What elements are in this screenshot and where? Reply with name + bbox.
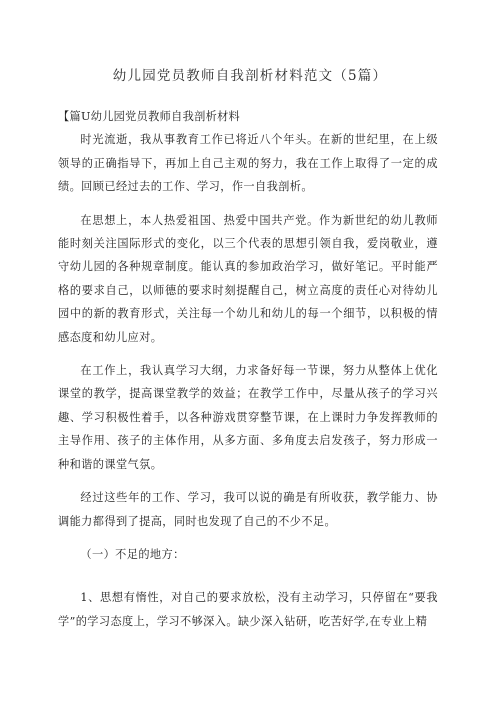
paragraph-summary: 经过这些年的工作、学习，我可以说的确是有所收获，教学能力、协调能力都得到了提高，同时也发现了自己的不少不足。 (58, 491, 438, 528)
document-title: 幼儿园党员教师自我剖析材料范文（5篇） (112, 68, 388, 84)
section-heading: 【篇U幼儿园党员教师自我剖析材料 (58, 110, 241, 123)
paragraph-work: 在工作上，我认真学习大纲，力求备好每一节课，努力从整体上优化课堂的教学，提高课堂教学的效益；在教学工作中，尽量从孩子的学习兴趣、学习积极性着手，以各种游戏贯穿整节课，在上课时力争发挥教师的主导作用、孩子的主体作用，从多方面、多角度去启发孩子，努力形成一种和谐的课堂气氛。 (58, 364, 438, 471)
paragraph-intro: 时光流逝，我从事教育工作已将近八个年头。在新的世纪里，在上级领导的正确指导下，再加上自己主观的努力，我在工作上取得了一定的成绩。回顾已经过去的工作、学习，作一自我剖析。 (58, 133, 438, 194)
document-body (58, 105, 438, 633)
list-item-1: 1、思想有惰性，对自己的要求放松，没有主动学习，只停留在“要我学”的学习态度上，学习不够深入。缺少深入钻研，吃苦好学,在专业上精 (58, 591, 438, 628)
subheading-shortcomings: （一）不足的地方： (80, 547, 185, 561)
paragraph-thought: 在思想上，本人热爱祖国、热爱中国共产党。作为新世纪的幼儿教师能时刻关注国际形式的变化，以三个代表的思想引领自我，爱岗敬业，遵守幼儿园的各种规章制度。能认真的参加政治学习，做好笔记。平时能严格的要求自己，以师德的要求时刻提醒自己，树立高度的责任心对待幼儿园中的新的教育形式，关注每一个幼儿和幼儿的每一个细节，以积极的情感态度和幼儿应对。 (58, 213, 438, 344)
